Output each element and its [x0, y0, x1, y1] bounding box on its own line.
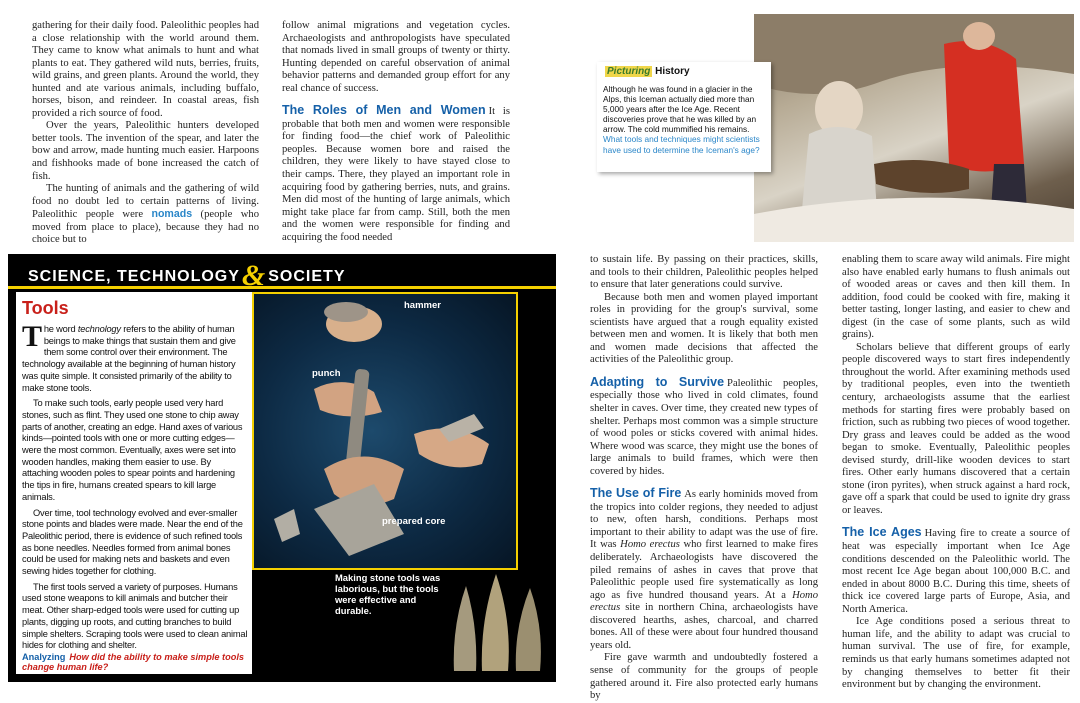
paragraph: To make such tools, early people used very hard stones, such as flint. They used one stone to chip away parts of another, creating an edge. Hand axes of various kinds—pointed tools with one or more cutting edges—were the most common. Eventually, axes were set into wooden handles, making them easier to use. By attaching wooden poles to spear points and hardening the tips in fire, humans created spears to kill large animals.: [22, 398, 243, 502]
feature-box: [8, 254, 556, 682]
header-text: SOCIETY: [268, 268, 346, 285]
label-prepared-core: prepared core: [382, 516, 446, 527]
section-heading: The Use of Fire: [590, 486, 682, 501]
paragraph: Over time, tool technology evolved and ever-smaller stone points and blades were made. Near the end of the Paleolithic period, there is evidence of such refined tools as bone needles. Needles formed from animal bones could be used for making nets and baskets and even sewing hides together for clothing.: [22, 507, 243, 577]
text-run: (people who moved from place to place), because they had no choice but to: [32, 209, 259, 246]
feature-header: [8, 254, 556, 292]
paragraph: [22, 320, 248, 394]
paragraph: Because both men and women played important roles in providing for the group's survival, some scientists have argued that a rough equality existed between men and women. It is likely that both men and women made decisions that affected the activities of the Paleolithic group.: [590, 291, 818, 366]
illustration-caption: Making stone tools was laborious, but the tools were effective and durable.: [335, 572, 441, 616]
left-text-column-2: [282, 20, 510, 244]
iceman-scene-image: [754, 14, 1074, 242]
paragraph: [590, 376, 818, 478]
picturing-history-text: [603, 84, 769, 155]
section-heading: The Roles of Men and Women: [282, 103, 486, 118]
paragraph: follow animal migrations and vegetation cycles. Archaeologists and anthropologists have speculated that nomads lived in small groups of twenty or thirty. Hunting depended on careful observation of animal behavior patterns and demanded group effort for any real chance of success.: [282, 20, 510, 94]
paragraph: to sustain life. By passing on their practices, skills, and tools to their children, Paleolithic peoples helped to ensure that later generations could survive.: [590, 254, 818, 291]
ampersand: &: [241, 259, 267, 292]
tools-title: Tools: [22, 298, 69, 318]
paragraph: Scholars believe that different groups of early people discovered ways to start fires independently throughout the world. After examining methods used by traditional peoples, even into the twentieth century, archaeologists assume that the earliest methods for starting fires were probably based on friction, such as rubbing two pieces of wood together. Dry grass and leaves could be added as the wood began to smoke. Eventually, Paleolithic peoples devised sturdy, drill-like wooden devices to start fires. Other early humans discovered that a certain stone (iron pyrites), when struck against a hard rock, gave off a spark that could be used to ignite dry grass or leaves.: [842, 341, 1070, 516]
text-run: The hunting of animals and the gathering of wild food no doubt led to certain patterns of living. Paleolithic people were: [32, 183, 259, 221]
section-heading: The Ice Ages: [842, 525, 922, 540]
text-run: Homo erectus: [620, 539, 680, 551]
text-run: Having fire to create a source of heat was especially important when Ice Age conditions descended on the Paleolithic world. The most recent Ice Age began about 100,000 B.C. and ended in about 8000 B.C. During this time, sheets of thick ice covered large parts of Europe, Asia, and North America.: [842, 528, 1070, 615]
text-run: technology: [77, 324, 121, 334]
header-text: SCIENCE, TECHNOLOGY: [28, 268, 240, 285]
label-part: History: [655, 66, 690, 77]
keyword-nomads: nomads: [151, 208, 193, 221]
paragraph: Fire gave warmth and undoubtedly fostered a sense of community for the groups of people gathered around it. Fire also protected early humans by: [590, 652, 818, 702]
text-run: Although he was found in a glacier in the Alps, this Iceman actually died more than 5,000 years after the Ice Age. Recent discoveries prove that he was killed by an arrow. The cold mummified his remains.: [603, 84, 757, 135]
stone-tools-image: [444, 566, 552, 678]
paragraph: Over the years, Paleolithic hunters developed better tools. The invention of the spear, and later the bow and arrow, made hunting much easier. Harpoons and fishhooks made of bone increased the catch of fish.: [32, 120, 259, 182]
label-hammer: hammer: [404, 300, 441, 311]
analyzing-label: Analyzing: [22, 652, 66, 662]
feature-title: [28, 259, 345, 293]
text-run: As early hominids moved from the tropics into colder regions, they needed to adjust to new, often harsh, conditions. Perhaps most important to their ability to adapt was the use of fire. It was: [590, 489, 818, 551]
text-run: refers to the ability of human beings to make things that sustain them and give them some control over their environment. The technology available at the beginning of human history was quite simple. It consisted primarily of the ability to make stone tools.: [22, 324, 236, 393]
paragraph: The first tools served a variety of purposes. Humans used stone weapons to kill animals and butcher their meat. Other sharp-edged tools were used for cutting up plants, digging up roots, and cutting branches to build simple shelters. Scraping tools were used to clean animal hides for clothing and shelter.: [22, 581, 248, 651]
toolmaking-illustration: [252, 292, 518, 570]
text-run: Homo erectus: [590, 589, 818, 614]
left-text-column-1: [32, 20, 259, 247]
text-run: Paleolithic peoples, especially those who lived in cold climates, found shelter in caves. Over time, they created new types of shelter. Perhaps most common was a simple structure of wood poles or sticks covered with animal hides. Where wood was scarce, they might use the bones of large animals to build frames, which were then covered by hides.: [590, 377, 818, 477]
question-text: How did the ability to make simple tools change human life?: [22, 652, 244, 672]
paragraph: gathering for their daily food. Paleolithic peoples had a close relationship with the world around them. They came to know what animals to hunt and what plants to eat. They gathered wild nuts, berries, fruits, wild grains, and green plants. Around the world, they hunted and ate various animals, including buffalo, horses, bison, and reindeer. In coastal areas, fish provided a rich source of food.: [32, 20, 259, 119]
iceman-photo: [754, 14, 1074, 242]
text-run: It is probable that both men and women were responsible for finding food—the chief work of Paleolithic peoples. Because women bore and raised the children, they were likely to have stayed close to their camps. There, they played an important role in acquiring food by gathering berries, nuts, and grains. Men did most of the hunting of large animals, which might take place far from camp. Still, both the men and the women were responsible for finding and acquiring the food needed: [282, 106, 511, 243]
text-run: he word: [43, 324, 78, 334]
right-text-column-2: [842, 254, 1070, 692]
section-heading: Adapting to Survive: [590, 374, 725, 389]
label-part: Picturing: [607, 66, 651, 77]
paragraph: enabling them to scare away wild animals. Fire might also have enabled early humans to flush animals out of wooded areas or caves and then kill them. In addition, food could be cooked with fire, making it better tasting, longer lasting, and easier to chew and digest (in the case of some plants, such as wild grains).: [842, 254, 1070, 341]
paragraph: [842, 526, 1070, 616]
paragraph: [32, 183, 259, 247]
text-run: site in northern China, archaeologists have discovered hearths, ashes, charcoal, and charred bones. All of these were about four hundred thousand years old.: [590, 602, 818, 651]
paragraph: [282, 104, 510, 244]
right-text-column-1: [590, 254, 818, 703]
picturing-history-label: [605, 66, 690, 77]
question-text: What tools and techniques might scientists have used to determine the Iceman's age?: [603, 134, 760, 155]
tools-text: [22, 320, 248, 656]
text-run: who first learned to make fires deliberately. Archaeologists have discovered the piled remains of ashes in caves that prove that Paleolithic people used fire systematically as long ago as five hundred thousand years. At a: [590, 539, 818, 601]
drop-cap: T: [22, 320, 42, 353]
paragraph: [590, 487, 818, 652]
analyzing-question: [22, 652, 272, 672]
paragraph: Ice Age conditions posed a serious threat to human life, and the ability to adapt was crucial to human survival. The use of fire, for example, reminds us that early humans sometimes adapted not by changing themselves to better fit their environment but by changing the environment.: [842, 616, 1070, 691]
label-punch: punch: [312, 368, 341, 379]
